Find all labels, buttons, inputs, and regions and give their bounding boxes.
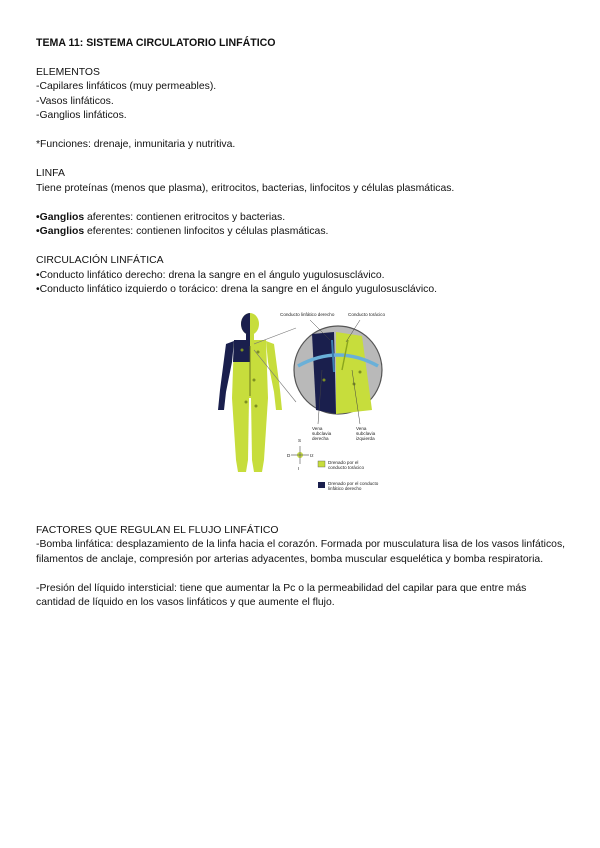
list-item: -Ganglios linfáticos. [36,110,127,121]
label-conducto-derecho: Conducto linfático derecho [280,311,335,317]
list-item: •Conducto linfático izquierdo o torácico: drena la sangre en el ángulo yugulosusclávico. [36,284,438,295]
magnified-view [294,326,382,414]
list-item: -Vasos linfáticos. [36,95,114,107]
legend-swatch-green [318,461,325,467]
compass-label-s: S [298,437,302,443]
list-item: -Capilares linfáticos (muy permeables). [36,81,217,92]
legend-label-navy: Drenado por el conducto linfático derecho [328,480,379,491]
legend-swatch-navy [318,482,325,488]
list-item: •Conducto linfático derecho: drena la sangre en el ángulo yugulosusclávico. [36,269,385,281]
label-vena-subclavia-izquierda: Vena subclavia izquierda [356,425,376,441]
bomba-linfatica-text: -Bomba linfática: desplazamiento de la linfa hacia el corazón. Formada por musculatura lisa de los vasos linfáticos, filamentos de anclaje, compresión por arterias adyacentes, bomba muscular esquelética y bomba respiratoria. [36,539,566,565]
presion-intersticial-text: -Presión del líquido intersticial: tiene que aumentar la Pc o la permeabilidad del capilar para que entre más cantidad de líquido en los vasos linfáticos y que aumente el flujo. [36,582,527,608]
compass-label-iz: Iz [310,452,314,458]
document-page [36,36,566,611]
bullet-text: eferentes: contienen linfocitos y células plasmáticas. [86,226,329,237]
ganglios-eferentes [36,225,566,240]
lymphatic-drainage-figure [212,310,402,498]
section-heading-circulacion: CIRCULACIÓN LINFÁTICA [36,255,164,266]
funciones-text: *Funciones: drenaje, inmunitaria y nutritiva. [36,139,236,150]
linfa-text: Tiene proteínas (menos que plasma), eritrocitos, bacterias, linfocitos y células plasmáticas. [36,182,455,194]
bullet-text: aferentes: contienen eritrocitos y bacterias. [86,211,286,223]
compass-rose [291,446,309,464]
compass-label-d: D [287,452,291,458]
section-heading-linfa: LINFA [36,168,65,179]
compass-label-i: I [298,465,300,471]
section-heading-elementos: ELEMENTOS [36,66,100,78]
legend-label-green: Drenado por el conducto torácico [328,459,365,470]
ganglios-aferentes [36,211,566,226]
section-heading-factores: FACTORES QUE REGULAN EL FLUJO LINFÁTICO [36,524,279,536]
document-title: TEMA 11: SISTEMA CIRCULATORIO LINFÁTICO [36,37,276,49]
label-conducto-toracico: Conducto torácico [348,311,386,317]
label-vena-subclavia-derecha: Vena subclavia derecha [312,425,332,441]
bullet-lead: •Ganglios [36,226,87,237]
bullet-lead: •Ganglios [36,211,87,223]
